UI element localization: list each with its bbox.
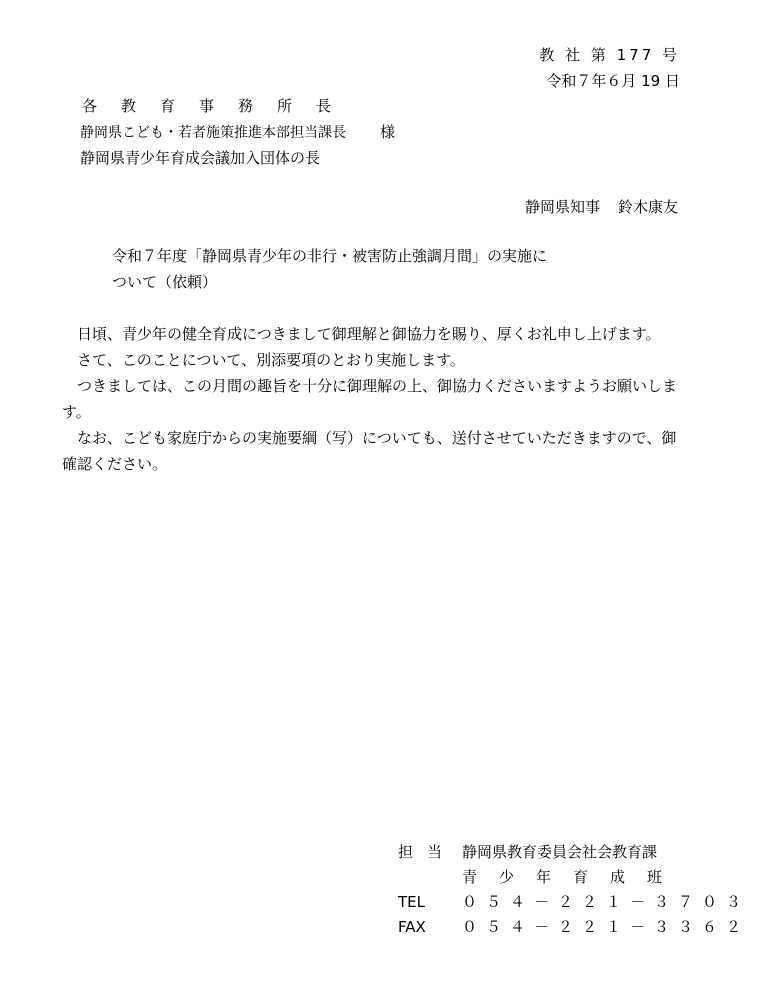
- contact-department-row: [398, 840, 750, 865]
- body-paragraph: さて、このことについて、別添要項のとおり実施します。: [77, 351, 465, 369]
- fax-label: FAX: [398, 918, 426, 936]
- document-date: 令和７年６月 19 日: [546, 72, 680, 90]
- addressee-line-2-text: 静岡県こども・若者施策推進本部担当課長: [80, 125, 346, 141]
- sender-title: 静岡県知事: [524, 198, 600, 216]
- tel-number: ０５４－２２１－３７０３: [462, 893, 751, 911]
- contact-section: 青少年育成班: [462, 868, 685, 886]
- addressee-line-2: [80, 123, 395, 142]
- contact-department: 静岡県教育委員会社会教育課: [462, 843, 658, 861]
- contact-block: [398, 840, 750, 940]
- subject-line-1: 令和７年度「静岡県青少年の非行・被害防止強調月間」の実施に: [112, 247, 548, 265]
- body-paragraph: 日頃、青少年の健全育成につきまして御理解と御協力を賜り、厚くお礼申し上げます。: [77, 325, 661, 343]
- contact-tel-row: [398, 890, 750, 915]
- tel-label: TEL: [398, 893, 425, 911]
- contact-label: 担当: [398, 843, 457, 861]
- sender: [525, 198, 678, 216]
- reference-number: 教 社 第 177 号: [539, 46, 680, 64]
- contact-section-row: [398, 865, 750, 890]
- subject-line-2: ついて（依頼）: [112, 273, 218, 291]
- fax-number: ０５４－２２１－３３６２: [462, 918, 751, 936]
- honorific: 様: [380, 123, 396, 141]
- contact-fax-row: [398, 915, 750, 940]
- addressee-line-1: 各教育事務所長: [82, 97, 356, 115]
- addressee-line-3: 静岡県青少年育成会議加入団体の長: [80, 149, 321, 167]
- body-paragraph: つきましては、この月間の趣旨を十分に御理解の上、御協力くださいますようお願いします。: [62, 377, 678, 421]
- body-paragraph: なお、こども家庭庁からの実施要綱（写）についても、送付させていただきますので、御確認ください。: [62, 429, 677, 473]
- sender-name: 鈴木康友: [617, 198, 678, 216]
- letter-body: [62, 321, 684, 477]
